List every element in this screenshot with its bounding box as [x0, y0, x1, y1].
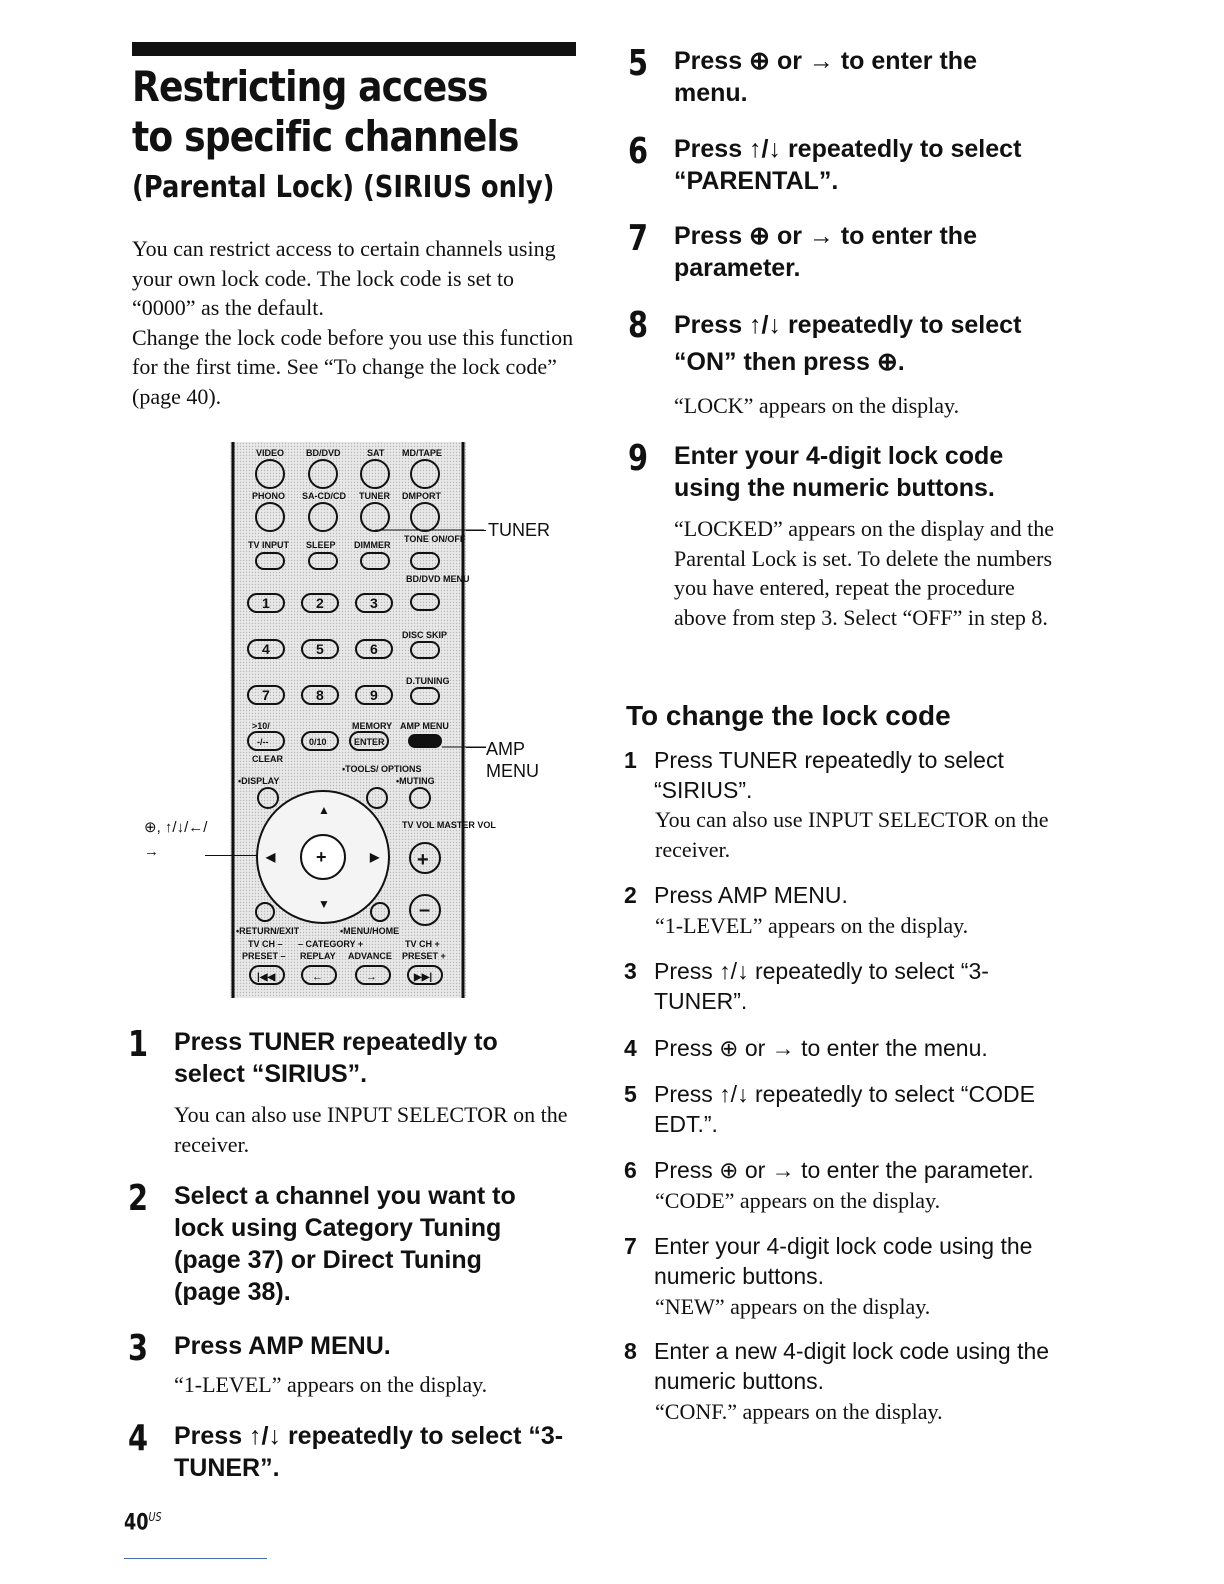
remote-label-sat: SAT	[367, 448, 385, 458]
step-instruction: Press ⊕ or → to enter the parameter.	[674, 222, 977, 282]
section-rule	[132, 42, 576, 56]
remote-key-zero-label: 0/10	[309, 737, 327, 747]
remote-label-tvch-minus: TV CH –	[248, 939, 283, 949]
step-instruction: Enter a new 4-digit lock code using the numeric buttons.	[654, 1338, 1050, 1394]
remote-vol-down-icon: –	[419, 899, 431, 921]
step-instruction: Press AMP MENU.	[654, 882, 848, 908]
step-instruction: Press ⊕ or → to enter the parameter.	[654, 1157, 1034, 1183]
remote-nav-up-icon: ▲	[318, 803, 330, 817]
step-number: 4	[128, 1418, 149, 1459]
remote-label-replay: REPLAY	[300, 951, 336, 961]
remote-label-advance: ADVANCE	[348, 951, 392, 961]
nav-leader-line	[205, 855, 257, 856]
callout-tuner: TUNER	[488, 520, 550, 540]
step-instruction: Press AMP MENU.	[174, 1332, 391, 1360]
step-instruction: Press ↑/↓ repeatedly to select “3-TUNER”.	[654, 958, 989, 1014]
remote-nav-right-icon: ▶	[370, 850, 380, 864]
step-number: 2	[624, 882, 637, 908]
page-number-value: 40	[124, 1510, 149, 1536]
remote-label-muting: •MUTING	[396, 776, 435, 786]
remote-key-enter-label: ENTER	[354, 737, 385, 747]
step-instruction: Enter your 4-digit lock code using the numeric buttons.	[674, 442, 1004, 502]
step-note: “LOCKED” appears on the display and the Parental Lock is set. To delete the numbers you have entered, repeat the procedure above from step 3. Select “OFF” in step 8.	[674, 516, 1054, 630]
intro-text	[132, 234, 582, 411]
step-number: 3	[624, 958, 637, 984]
remote-label-tuner: TUNER	[359, 491, 390, 501]
step-instruction: Press TUNER repeatedly to select “SIRIUS”.	[174, 1028, 498, 1088]
step-instruction: Press ↑/↓ repeatedly to select “3-TUNER”.	[174, 1422, 564, 1482]
step-note: “NEW” appears on the display.	[655, 1294, 931, 1319]
step-number: 4	[624, 1035, 637, 1061]
step-number: 1	[624, 747, 637, 773]
remote-key-4-label: 4	[262, 641, 270, 657]
step-instruction: Enter your 4-digit lock code using the numeric buttons.	[654, 1233, 1033, 1289]
step-instruction: Press ⊕ or → to enter the menu.	[654, 1035, 988, 1061]
remote-label-video: VIDEO	[256, 448, 285, 458]
remote-key-2-label: 2	[316, 595, 324, 611]
remote-label-clear: CLEAR	[252, 754, 283, 764]
remote-key-5-label: 5	[316, 641, 324, 657]
remote-label-dmport: DMPORT	[402, 491, 441, 501]
tuner-leader-line	[466, 530, 486, 531]
remote-label-disc-skip: DISC SKIP	[402, 630, 448, 640]
remote-label-menu-home: •MENU/HOME	[340, 926, 400, 936]
page-title: Restricting access to specific channels	[132, 62, 519, 161]
step-number: 7	[624, 1233, 637, 1259]
step-number: 2	[128, 1178, 149, 1219]
step-number: 5	[624, 1081, 637, 1107]
step-instruction: Press TUNER repeatedly to select “SIRIUS”.	[654, 747, 1004, 803]
remote-key-9-label: 9	[370, 687, 378, 703]
remote-label-tv-vol: TV VOL MASTER VOL	[402, 820, 496, 830]
remote-key-ten-label: -/--	[257, 737, 269, 747]
remote-label-mdtape: MD/TAPE	[402, 448, 442, 458]
remote-label-tvinput: TV INPUT	[248, 540, 290, 550]
remote-label-bddvd: BD/DVD	[306, 448, 341, 458]
step-instruction: Press ↑/↓ repeatedly to select “ON” then press ⊕.	[674, 311, 1022, 376]
step-number: 1	[128, 1024, 149, 1065]
remote-prev-icon: |◀◀	[257, 972, 276, 983]
remote-nav-down-icon: ▼	[318, 897, 330, 911]
step-number: 8	[624, 1338, 637, 1364]
remote-label-bddvd-menu: BD/DVD MENU	[406, 574, 470, 584]
intro-paragraph-1: You can restrict access to certain channels using your own lock code. The lock code is set to “0000” as the default.	[132, 236, 556, 320]
step-note: You can also use INPUT SELECTOR on the receiver.	[655, 807, 1049, 862]
intro-paragraph-2: Change the lock code before you use this function for the first time. See “To change the lock code” (page 40).	[132, 324, 574, 409]
remote-label-preset-plus: PRESET +	[402, 951, 446, 961]
remote-label-sleep: SLEEP	[306, 540, 336, 550]
remote-nav-left-icon: ◀	[266, 850, 276, 864]
step-instruction: Select a channel you want to lock using Category Tuning (page 37) or Direct Tuning (page 38).	[174, 1182, 516, 1306]
remote-key-3-label: 3	[370, 595, 378, 611]
remote-label-tone: TONE ON/OFF	[404, 534, 466, 544]
step-number: 8	[628, 305, 649, 346]
step-number: 9	[628, 438, 649, 479]
step-number: 5	[628, 43, 649, 84]
page-number-suffix: US	[148, 1510, 162, 1524]
remote-vol-up-icon: +	[417, 849, 429, 871]
remote-advance-icon: →	[366, 971, 377, 983]
step-note: “1-LEVEL” appears on the display.	[174, 1372, 488, 1397]
remote-key-7-label: 7	[262, 687, 270, 703]
page-number	[124, 1510, 162, 1535]
step-note: “CONF.” appears on the display.	[655, 1399, 943, 1424]
step-instruction: Press ⊕ or → to enter the menu.	[674, 47, 977, 107]
remote-label-ten: >10/	[252, 721, 270, 731]
remote-label-memory: MEMORY	[352, 721, 393, 731]
step-number: 6	[624, 1157, 637, 1183]
remote-label-d-tuning: D.TUNING	[406, 676, 450, 686]
remote-label-preset-minus: PRESET –	[242, 951, 286, 961]
remote-key-6-label: 6	[370, 641, 378, 657]
remote-label-sacd: SA-CD/CD	[302, 491, 346, 501]
remote-label-return: •RETURN/EXIT	[236, 926, 300, 936]
section-heading: To change the lock code	[626, 700, 951, 731]
amp-leader-line	[466, 747, 486, 748]
step-instruction: Press ↑/↓ repeatedly to select “CODE EDT.”.	[654, 1081, 1035, 1137]
footer-rule	[124, 1558, 267, 1559]
remote-nav-center-icon: +	[316, 847, 327, 867]
callout-nav-keys: ⊕, ↑/↓/←/→	[144, 819, 208, 860]
step-note: “LOCK” appears on the display.	[674, 393, 960, 418]
remote-label-tools: •TOOLS/ OPTIONS	[342, 764, 422, 774]
remote-label-phono: PHONO	[252, 491, 286, 501]
step-number: 6	[628, 131, 649, 172]
remote-replay-icon: ←	[312, 971, 323, 983]
remote-label-category: – CATEGORY +	[298, 939, 364, 949]
remote-label-amp-menu: AMP MENU	[400, 721, 449, 731]
step-instruction: Press ↑/↓ repeatedly to select “PARENTAL”.	[674, 135, 1022, 195]
remote-label-dimmer: DIMMER	[354, 540, 391, 550]
remote-next-icon: ▶▶|	[414, 972, 433, 983]
step-number: 3	[128, 1328, 149, 1369]
callout-amp-menu: AMP MENU	[486, 739, 539, 781]
remote-key-1-label: 1	[262, 595, 270, 611]
step-note: “1-LEVEL” appears on the display.	[655, 913, 969, 938]
remote-control-illustration	[230, 442, 496, 998]
step-note: “CODE” appears on the display.	[655, 1188, 941, 1213]
page-subtitle: (Parental Lock) (SIRIUS only)	[132, 170, 555, 205]
step-note: You can also use INPUT SELECTOR on the receiver.	[174, 1102, 568, 1157]
remote-label-display: •DISPLAY	[238, 776, 280, 786]
remote-button-amp-menu	[408, 734, 442, 748]
remote-key-8-label: 8	[316, 687, 324, 703]
step-number: 7	[628, 218, 649, 259]
remote-label-tvch-plus: TV CH +	[405, 939, 440, 949]
